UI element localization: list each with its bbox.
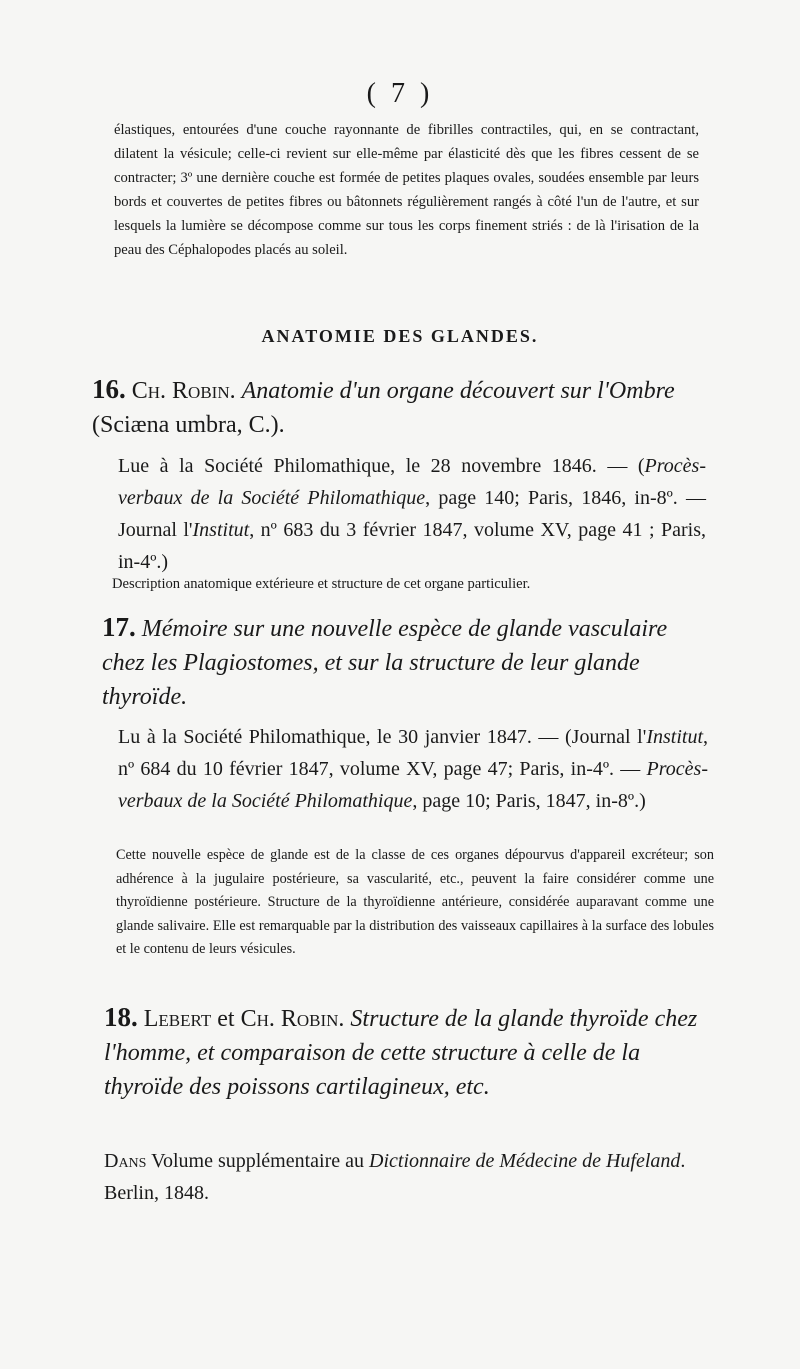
pub-journal: Dictionnaire de Médecine de Hufeland — [369, 1150, 681, 1172]
entry-author: Ch. Robin. — [131, 378, 236, 404]
entry-conjunction: et — [211, 1006, 241, 1032]
entry-16-description: Description anatomique extérieure et structure de cet organe particulier. — [112, 576, 531, 592]
pub-journal: Procès-verbaux de la Société Philomathique — [118, 758, 708, 812]
entry-17-description: Cette nouvelle espèce de glande est de la classe de ces organes dépourvus d'appareil excréteur; son adhérence à la jugulaire postérieure, sa vascularité, etc., peuvent la faire considérer comme une thyroïdienne postérieure. Structure de la thyroïdienne antérieure, considérée auparavant comme une glande salivaire. Elle est remarquable par la distribution des vaisseaux capillaires à la surface des lobules et le contenu de leurs vésicules. — [116, 847, 714, 957]
entry-author: Lebert — [143, 1006, 212, 1032]
entry-author: Ch. Robin. — [240, 1006, 345, 1032]
entry-title-suffix: (Sciæna umbra, C.). — [92, 412, 285, 438]
pub-text: , page 140; Paris, 1846, in-8º. — Journal l' — [118, 487, 706, 541]
entry-title: Structure de la glande thyroïde chez l'homme, et comparaison de cette structure à celle de la thyroïde des poissons cartilagineux, etc. — [104, 1006, 698, 1100]
entry-number: 18. — [104, 1002, 138, 1032]
pub-text: . Berlin, 1848. — [104, 1150, 686, 1204]
entry-number: 16. — [92, 374, 126, 404]
entry-16-publication — [118, 450, 706, 578]
section-heading: ANATOMIE DES GLANDES. — [261, 326, 539, 346]
pub-text: , nº 684 du 10 février 1847, volume XV, page 47; Paris, in-4º. — — [118, 726, 708, 780]
entry-18-heading — [104, 1000, 714, 1104]
entry-18-publication — [104, 1145, 716, 1209]
entry-17-heading — [102, 610, 712, 714]
pub-text: Lu à la Société Philomathique, le 30 janvier 1847. — (Journal l' — [118, 726, 647, 748]
pub-journal: Institut — [646, 726, 703, 748]
entry-17-publication — [118, 721, 708, 817]
pub-lead: Dans — [104, 1150, 147, 1172]
entry-number: 17. — [102, 612, 136, 642]
pub-text: , page 10; Paris, 1847, in-8º.) — [412, 790, 646, 812]
pub-journal: Procès-verbaux de la Société Philomathique — [118, 455, 706, 509]
pub-text: Lue à la Société Philomathique, le 28 novembre 1846. — ( — [118, 455, 645, 477]
entry-16-heading — [92, 372, 704, 442]
entry-title: Anatomie d'un organe découvert sur l'Ombre — [241, 378, 675, 404]
entry-title: Mémoire sur une nouvelle espèce de glande vasculaire chez les Plagiostomes, et sur la structure de leur glande thyroïde. — [102, 616, 668, 710]
pub-text: , nº 683 du 3 février 1847, volume XV, page 41 ; Paris, in-4º.) — [118, 519, 706, 573]
intro-paragraph: élastiques, entourées d'une couche rayonnante de fibrilles contractiles, qui, en se contractant, dilatent la vésicule; celle-ci revient sur elle-même par élasticité dès que les fibres cessent de se contracter; 3º une dernière couche est formée de petites plaques ovales, soudées ensemble par leurs bords et couvertes de petites fibres ou bâtonnets régulièrement rangés à côté l'un de l'autre, et sur lesquels la lumière se décompose comme sur tous les corps finement striés : de là l'irisation de la peau des Céphalopodes placés au soleil. — [114, 122, 699, 258]
pub-journal: Institut — [192, 519, 250, 541]
pub-text: Volume supplémentaire au — [146, 1150, 370, 1172]
page-number: ( 7 ) — [366, 78, 434, 109]
